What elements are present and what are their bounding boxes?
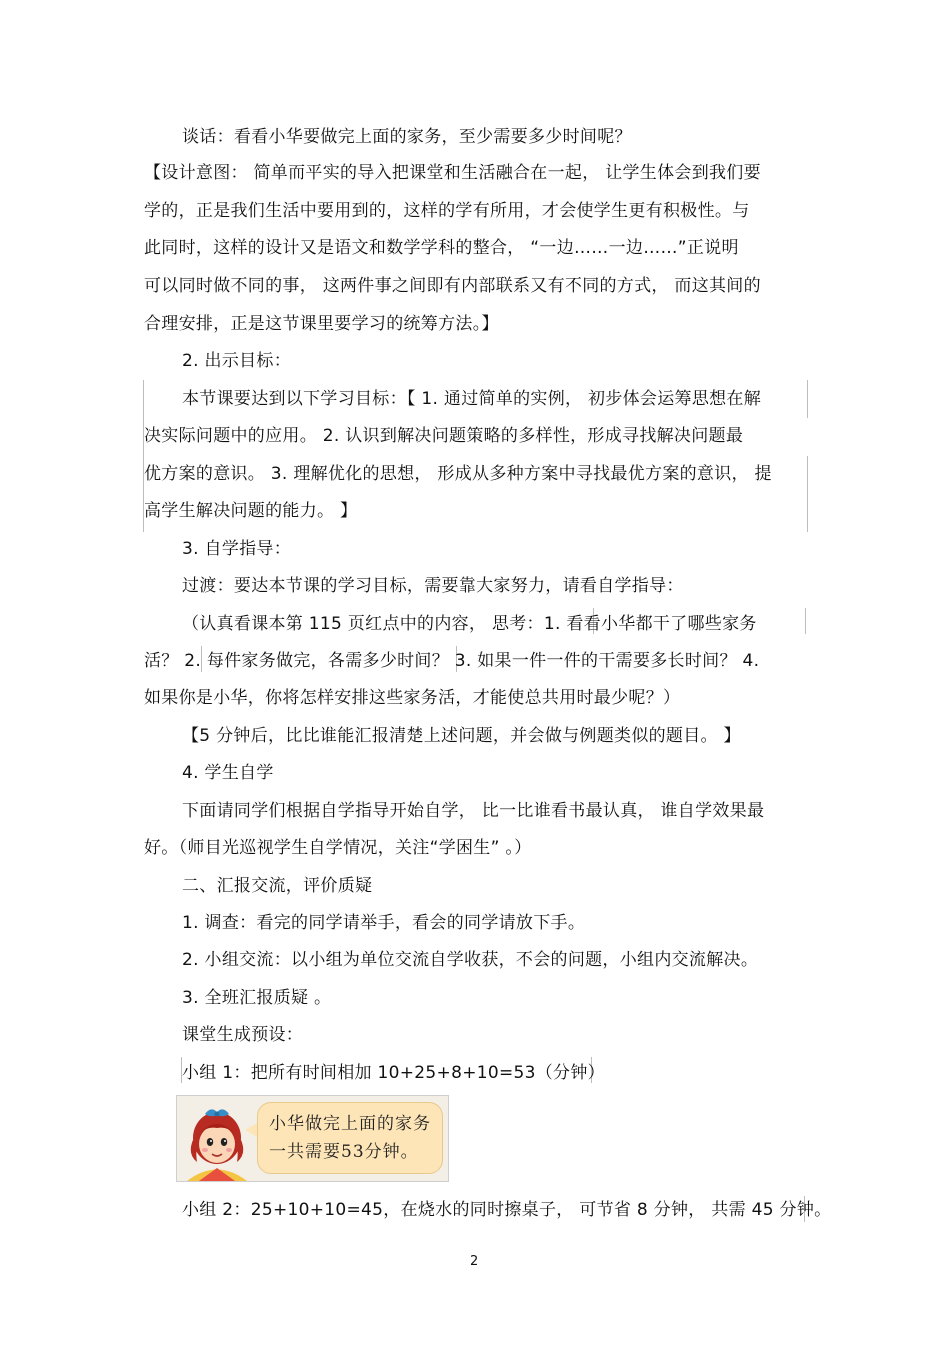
- bubble-line-2: 一共需要53分钟。: [269, 1142, 419, 1162]
- group-1-answer: 小组 1：把所有时间相加 10+25+8+10=53（分钟）: [182, 1063, 605, 1083]
- goals-line-4: 高学生解决问题的能力。 】: [144, 501, 358, 521]
- design-intent-line-4: 可以同时做不同的事， 这两件事之间即有内部联系又有不同的方式， 而这其间的: [144, 276, 761, 296]
- design-intent-line-3: 此同时，这样的设计又是语文和数学学科的整合， “一边……一边……”正说明: [144, 238, 739, 258]
- guide-line-2: 活？ 2. 每件家务做完，各需多少时间？ 3. 如果一件一件的干需要多长时间？ 4.: [144, 651, 760, 671]
- girl-figure-icon: [177, 1096, 257, 1181]
- design-intent-line-1: 【设计意图： 简单而平实的导入把课堂和生活融合在一起， 让学生体会到我们要: [144, 163, 761, 183]
- report-step-1: 1. 调查：看完的同学请举手，看会的同学请放下手。: [182, 913, 586, 933]
- goals-line-2: 决实际问题中的应用。 2. 认识到解决问题策略的多样性，形成寻找解决问题最: [144, 426, 744, 446]
- dialogue-line: 谈话：看看小华要做完上面的家务，至少需要多少时间呢？: [182, 127, 632, 147]
- design-intent-line-5: 合理安排，正是这节课里要学习的统筹方法。】: [144, 314, 499, 334]
- speech-bubble-text: [269, 1110, 439, 1166]
- illustration-xiaohua: [176, 1095, 449, 1182]
- section-heading-self-study: 3. 自学指导：: [182, 539, 292, 559]
- bubble-line-1: 小华做完上面的家务: [269, 1114, 431, 1134]
- section-heading-report: 二、汇报交流，评价质疑: [182, 876, 373, 896]
- guide-line-3: 如果你是小华，你将怎样安排这些家务活，才能使总共用时最少呢？）: [144, 688, 681, 708]
- design-intent-line-2: 学的，正是我们生活中要用到的，这样的学有所用，才会使学生更有积极性。与: [144, 201, 750, 221]
- study-line-2: 好。（师目光巡视学生自学情况，关注“学困生” 。）: [144, 838, 532, 858]
- section-heading-goals: 2. 出示目标：: [182, 351, 292, 371]
- page-number: 2: [470, 1254, 479, 1269]
- class-preset-heading: 课堂生成预设：: [182, 1025, 304, 1045]
- transition-line: 过渡：要达本节课的学习目标，需要靠大家努力，请看自学指导：: [182, 576, 684, 596]
- report-step-3: 3. 全班汇报质疑 。: [182, 988, 332, 1008]
- group-2-answer: 小组 2：25+10+10=45，在烧水的同时擦桌子， 可节省 8 分钟， 共需 45 分钟。: [182, 1200, 832, 1220]
- report-step-2: 2. 小组交流：以小组为单位交流自学收获，不会的问题，小组内交流解决。: [182, 950, 759, 970]
- text-box-edge: [805, 608, 806, 634]
- guide-note: 【5 分钟后，比比谁能汇报清楚上述问题，并会做与例题类似的题目。 】: [182, 726, 741, 746]
- section-heading-student-study: 4. 学生自学: [182, 763, 274, 783]
- guide-line-1: （认真看课本第 115 页红点中的内容， 思考：1. 看看小华都干了哪些家务: [182, 614, 757, 634]
- goals-line-3: 优方案的意识。 3. 理解优化的思想， 形成从多种方案中寻找最优方案的意识， 提: [144, 464, 772, 484]
- goals-line-1: 本节课要达到以下学习目标：【 1. 通过简单的实例， 初步体会运筹思想在解: [182, 389, 762, 409]
- study-line-1: 下面请同学们根据自学指导开始自学， 比一比谁看书最认真， 谁自学效果最: [182, 801, 765, 821]
